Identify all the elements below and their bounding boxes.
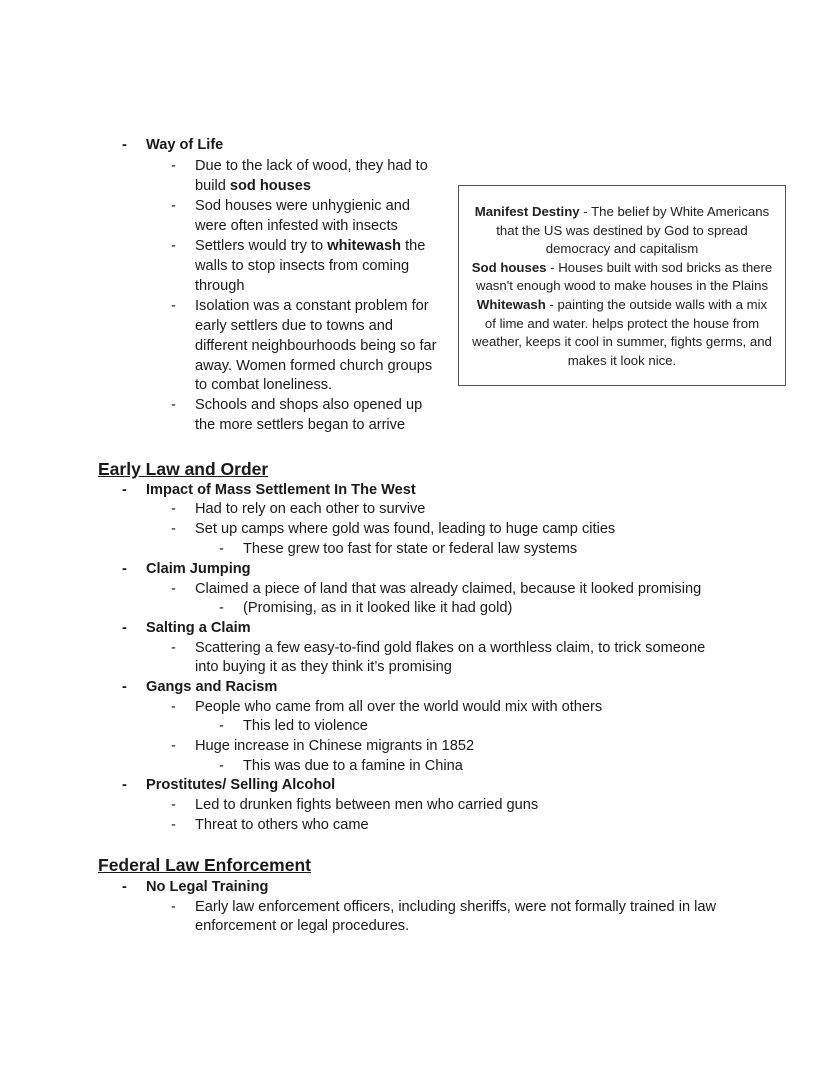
list-item-cont: enforcement or legal procedures. [195, 918, 410, 934]
bullet-dash: - [171, 521, 176, 537]
term-sod-houses: Sod houses [471, 259, 547, 275]
bullet-dash: - [219, 758, 224, 774]
list-item: Sod houses were unhygienic and [195, 198, 411, 214]
list-item: This led to violence [243, 718, 368, 734]
bullet-dash: - [219, 718, 224, 734]
list-item: Claimed a piece of land that was already claimed, because it looked promising [195, 581, 702, 597]
list-item: Early law enforcement officers, including sheriffs, were not formally trained in law [195, 899, 717, 915]
list-item: Led to drunken fights between men who carried guns [195, 797, 539, 813]
term-manifest-destiny: Manifest Destiny [474, 204, 580, 219]
bullet-dash: - [122, 679, 127, 695]
term-whitewash: Whitewash [476, 296, 546, 312]
list-item-cont: through [195, 278, 245, 294]
list-item: Set up camps where gold was found, leading to huge camp cities [195, 521, 616, 537]
list-item-cont: the more settlers began to arrive [195, 417, 406, 433]
heading-early-law-and-order: Early Law and Order [98, 459, 269, 479]
bullet-dash: - [171, 501, 176, 517]
subheading-salting: Salting a Claim [146, 620, 251, 636]
bullet-dash: - [122, 777, 127, 793]
list-item: Threat to others who came [195, 817, 369, 833]
bullet-dash: - [171, 397, 176, 413]
bullet-dash: - [171, 817, 176, 833]
list-item-cont: build sod houses [195, 178, 311, 194]
bullet-dash: - [122, 620, 127, 636]
bullet-dash: - [171, 899, 176, 915]
bullet-dash: - [122, 137, 127, 153]
bullet-dash: - [171, 640, 176, 656]
list-item-cont: early settlers due to towns and [195, 318, 393, 334]
bullet-dash: - [171, 797, 176, 813]
subheading-impact: Impact of Mass Settlement In The West [146, 482, 416, 498]
bullet-dash: - [122, 482, 127, 498]
bullet-dash: - [122, 561, 127, 577]
list-item: Isolation was a constant problem for [195, 298, 429, 314]
bullet-dash: - [219, 600, 224, 616]
list-item: Scattering a few easy-to-find gold flakes on a worthless claim, to trick someone [195, 640, 706, 656]
list-item-cont: away. Women formed church groups [195, 358, 433, 374]
list-item-cont: walls to stop insects from coming [195, 258, 410, 274]
list-item-cont: into buying it as they think it’s promising [195, 659, 452, 675]
list-item: These grew too fast for state or federal law systems [243, 541, 578, 557]
way-of-life-title: Way of Life [146, 137, 224, 153]
bullet-dash: - [219, 541, 224, 557]
bullet-dash: - [171, 238, 176, 254]
list-item: Schools and shops also opened up [195, 397, 423, 413]
list-item: Settlers would try to whitewash the [195, 238, 426, 254]
list-item: People who came from all over the world would mix with others [195, 699, 603, 715]
list-item-cont: were often infested with insects [195, 218, 398, 234]
bullet-dash: - [171, 699, 176, 715]
list-item-cont: different neighbourhoods being so far [195, 338, 437, 354]
bullet-dash: - [171, 158, 176, 174]
bullet-dash: - [122, 879, 127, 895]
list-item: This was due to a famine in China [243, 758, 463, 774]
list-item: Due to the lack of wood, they had to [195, 158, 428, 174]
subheading-gangs: Gangs and Racism [146, 679, 278, 695]
list-item: (Promising, as in it looked like it had gold) [243, 600, 513, 616]
bullet-dash: - [171, 581, 176, 597]
list-item-cont: to combat loneliness. [195, 377, 333, 393]
glossary-box: Manifest Destiny - The belief by White Americans that the US was destined by God to spread democracy and capitalism Sod houses - Houses built with sod bricks as there wasn't enough wood to make houses in the Plains Whitewash - painting the outside walls with a mix of lime and water. helps protect the house from weather, keeps it cool in summer, fights germs, and makes it look nice. [458, 185, 786, 386]
list-item: Huge increase in Chinese migrants in 1852 [195, 738, 475, 754]
subheading-claim-jumping: Claim Jumping [146, 561, 251, 577]
subheading-prostitutes: Prostitutes/ Selling Alcohol [146, 777, 336, 793]
subheading-no-legal-training: No Legal Training [146, 879, 269, 895]
bullet-dash: - [171, 738, 176, 754]
heading-federal-law-enforcement: Federal Law Enforcement [98, 855, 311, 875]
list-item: Had to rely on each other to survive [195, 501, 426, 517]
bullet-dash: - [171, 298, 176, 314]
bullet-dash: - [171, 198, 176, 214]
